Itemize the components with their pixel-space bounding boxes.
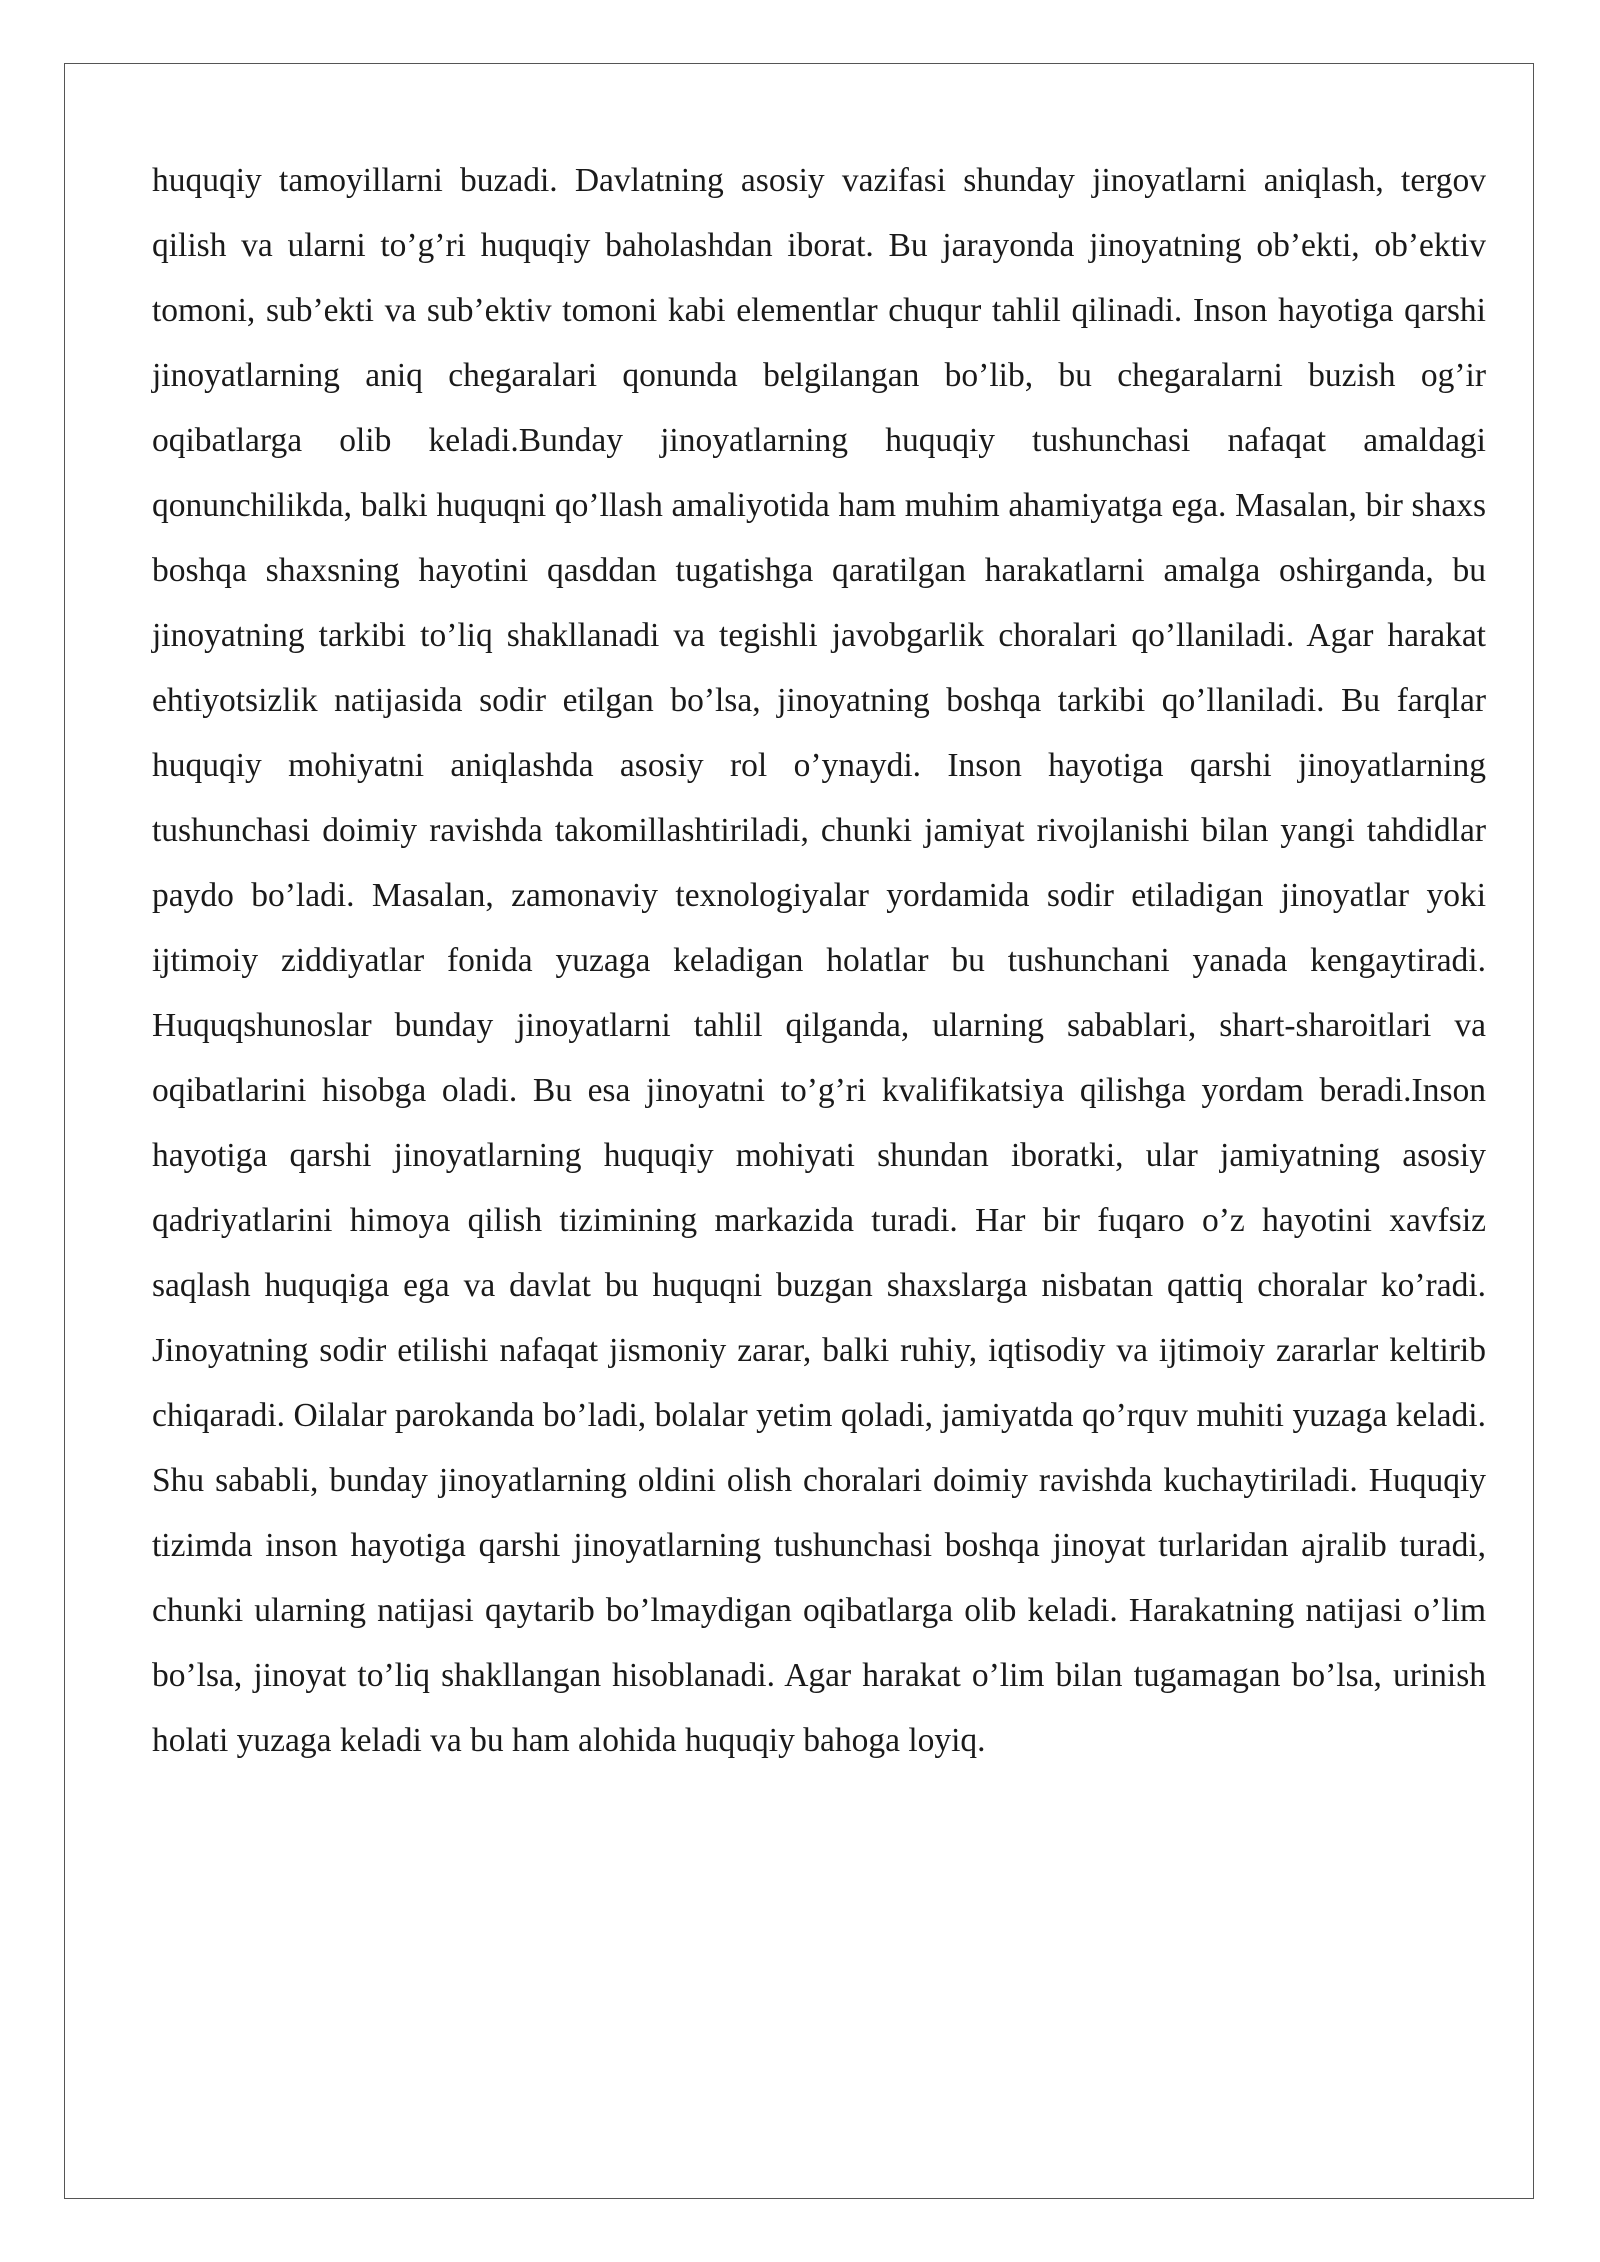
body-paragraph: huquqiy tamoyillarni buzadi. Davlatning asosiy vazifasi shunday jinoyatlarni aniqlash, tergov qilish va ularni to’g’ri huquqiy baholashdan iborat. Bu jarayonda jinoyatning ob’ekti, ob’ektiv tomoni, sub’ekti va sub’ektiv tomoni kabi elementlar chuqur tahlil qilinadi. Inson hayotiga qarshi jinoyatlarning aniq chegaralari qonunda belgilangan bo’lib, bu chegaralarni buzish og’ir oqibatlarga olib keladi.Bunday jinoyatlarning huquqiy tushunchasi nafaqat amaldagi qonunchilikda, balki huquqni qo’llash amaliyotida ham muhim ahamiyatga ega. Masalan, bir shaxs boshqa shaxsning hayotini qasddan tugatishga qaratilgan harakatlarni amalga oshirganda, bu jinoyatning tarkibi to’liq shakllanadi va tegishli javobgarlik choralari qo’llaniladi. Agar harakat ehtiyotsizlik natijasida sodir etilgan bo’lsa, jinoyatning boshqa tarkibi qo’llaniladi. Bu farqlar huquqiy mohiyatni aniqlashda asosiy rol o’ynaydi. Inson hayotiga qarshi jinoyatlarning tushunchasi doimiy ravishda takomillashtiriladi, chunki jamiyat rivojlanishi bilan yangi tahdidlar paydo bo’ladi. Masalan, zamonaviy texnologiyalar yordamida sodir etiladigan jinoyatlar yoki ijtimoiy ziddiyatlar fonida yuzaga keladigan holatlar bu tushunchani yanada kengaytiradi. Huquqshunoslar bunday jinoyatlarni tahlil qilganda, ularning sabablari, shart-sharoitlari va oqibatlarini hisobga oladi. Bu esa jinoyatni to’g’ri kvalifikatsiya qilishga yordam beradi.Inson hayotiga qarshi jinoyatlarning huquqiy mohiyati shundan iboratki, ular jamiyatning asosiy qadriyatlarini himoya qilish tizimining markazida turadi. Har bir fuqaro o’z hayotini xavfsiz saqlash huquqiga ega va davlat bu huquqni buzgan shaxslarga nisbatan qattiq choralar ko’radi. Jinoyatning sodir etilishi nafaqat jismoniy zarar, balki ruhiy, iqtisodiy va ijtimoiy zararlar keltirib chiqaradi. Oilalar parokanda bo’ladi, bolalar yetim qoladi, jamiyatda qo’rquv muhiti yuzaga keladi. Shu sababli, bunday jinoyatlarning oldini olish choralari doimiy ravishda kuchaytiriladi. Huquqiy tizimda inson hayotiga qarshi jinoyatlarning tushunchasi boshqa jinoyat turlaridan ajralib turadi, chunki ularning natijasi qaytarib bo’lmaydigan oqibatlarga olib keladi. Harakatning natijasi o’lim bo’lsa, jinoyat to’liq shakllangan hisoblanadi. Agar harakat o’lim bilan tugamagan bo’lsa, urinish holati yuzaga keladi va bu ham alohida huquqiy bahoga loyiq. [152,162,1486,1759]
